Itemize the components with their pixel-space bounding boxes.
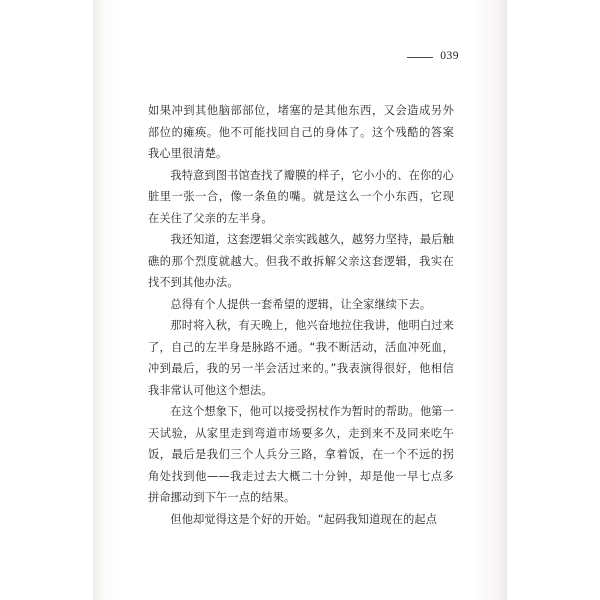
paragraph: 总得有个人提供一套希望的逻辑，让全家继续下去。 bbox=[170, 297, 432, 311]
page-sheet bbox=[93, 0, 507, 600]
paragraph: 我还知道，这套逻辑父亲实践越久，越努力坚持，最后触礁的那个烈度就越大。但我不敢拆解父亲这套逻辑，我实在找不到其他办法。 bbox=[148, 233, 454, 289]
paragraph: 那时将入秋，有天晚上，他兴奋地拉住我讲，他明白过来了，自己的左半身是脉路不通。“我不断活动，活血冲死血，冲到最后，我的另一半会活过来的。”我表演得很好，他相信我非常认可他这个想法。 bbox=[148, 319, 454, 397]
page-number: 039 bbox=[440, 50, 459, 62]
paragraph: 我特意到图书馆查找了瓣膜的样子，它小小的、在你的心脏里一张一合，像一条鱼的嘴。就是这么一个小东西，它现在关住了父亲的左半身。 bbox=[148, 168, 454, 225]
paragraph: 但他却觉得这是个好的开始。“起码我知道现在的起点 bbox=[170, 512, 438, 526]
page-content-area bbox=[93, 0, 507, 600]
paragraph: 在这个想象下，他可以接受拐杖作为暂时的帮助。他第一天试验，从家里走到弯道市场要多久，走到来不及同来吃午饭，最后是我们三个人兵分三路，拿着饭，在一个不远的拐角处找到他——我走过去大概二十分钟，却是他一早七点多拼命挪动到下午一点的结果。 bbox=[148, 405, 454, 504]
paragraph: 如果冲到其他脑部部位，堵塞的是其他东西，又会造成另外部位的瘫痪。他不可能找回自己的身体了。这个残酷的答案我心里很清楚。 bbox=[148, 104, 454, 160]
running-head-folio bbox=[407, 50, 459, 62]
folio-rule-icon bbox=[407, 57, 433, 58]
body-text-block bbox=[148, 100, 454, 530]
